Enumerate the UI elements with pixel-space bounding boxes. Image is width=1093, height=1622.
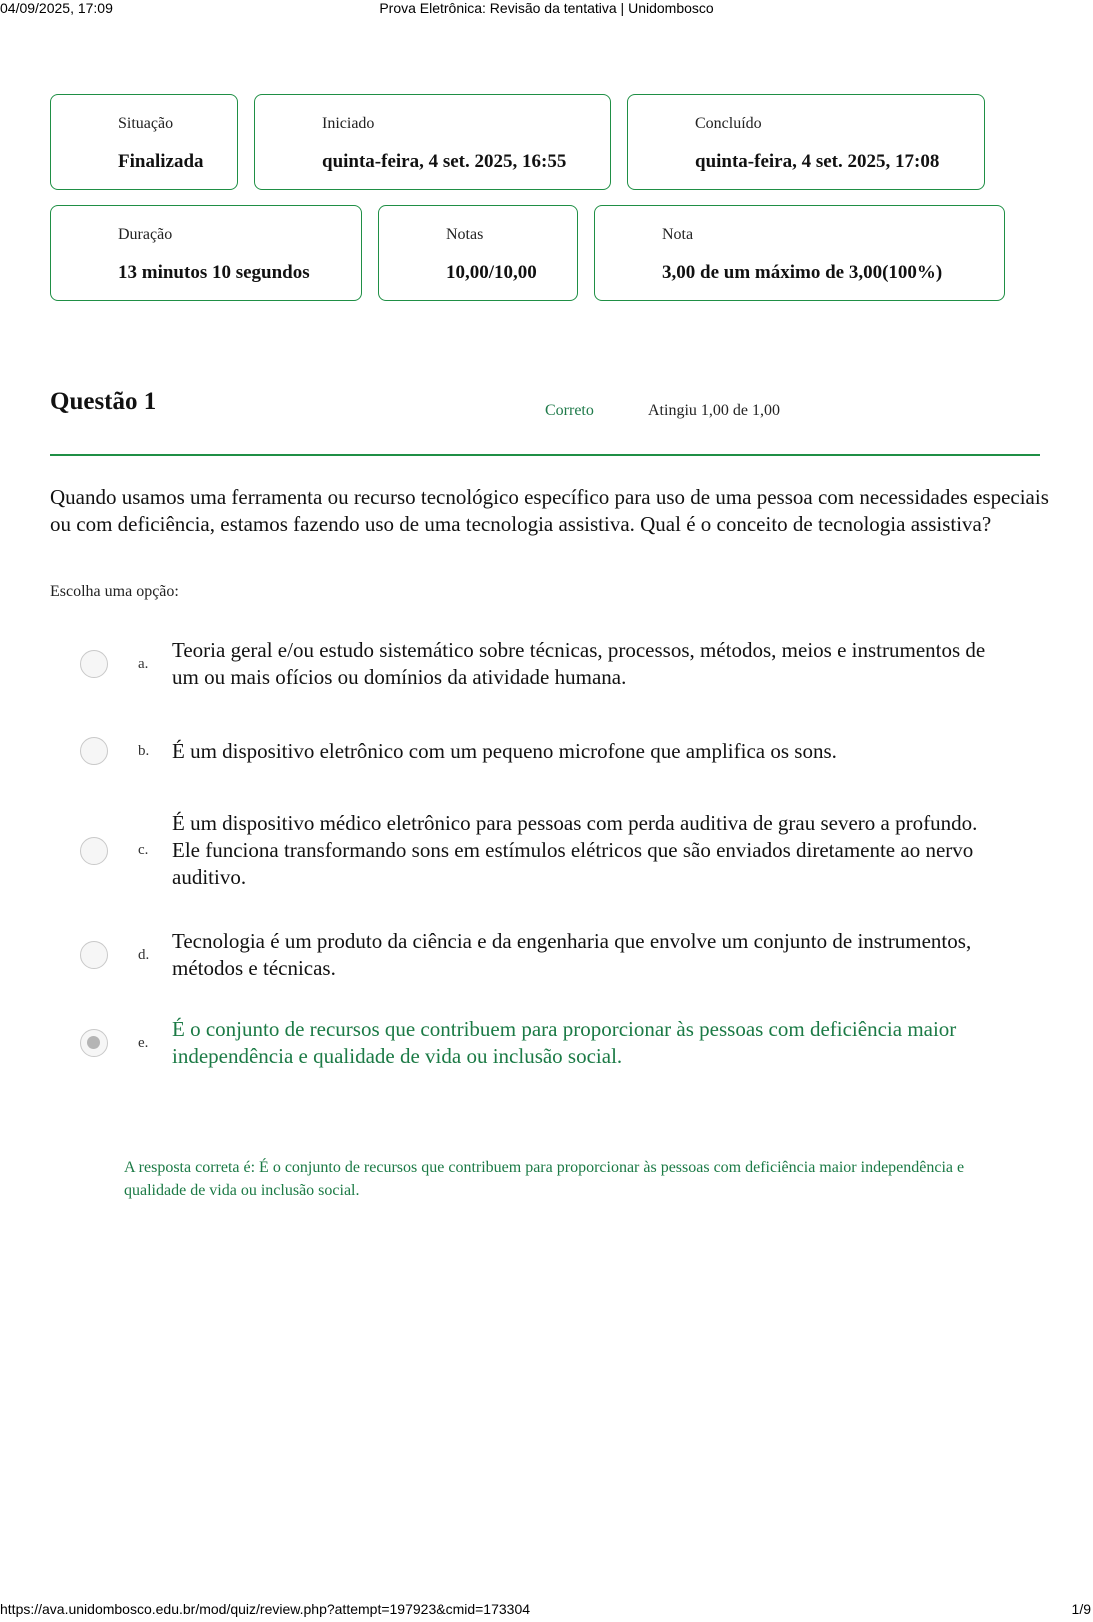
option-text: É o conjunto de recursos que contribuem para proporcionar às pessoas com deficiência maior independência e qualidade de vida ou inclusão social. [172, 1017, 957, 1068]
summary-label: Notas [446, 226, 484, 243]
summary-label: Nota [662, 226, 694, 243]
summary-card-nota [594, 205, 1005, 301]
option-letter: b. [138, 742, 150, 759]
summary-value: 13 minutos 10 segundos [118, 262, 310, 283]
summary-card-duracao [50, 205, 362, 301]
option-letter: c. [138, 842, 149, 858]
summary-label: Duração [118, 226, 173, 243]
radio-button[interactable] [80, 650, 108, 678]
print-header [0, 0, 1093, 18]
print-page-title: Prova Eletrônica: Revisão da tentativa | Unidombosco [379, 0, 714, 16]
question-grade: Atingiu 1,00 de 1,00 [648, 402, 780, 419]
print-datetime: 04/09/2025, 17:09 [0, 0, 113, 16]
radio-button[interactable] [80, 737, 108, 765]
summary-label: Concluído [695, 115, 762, 132]
radio-button[interactable] [80, 941, 108, 969]
print-page-number: 1/9 [1071, 1601, 1091, 1617]
question-title: Questão 1 [50, 388, 157, 415]
print-footer [0, 1601, 1093, 1619]
question-text: Quando usamos uma ferramenta ou recurso tecnológico específico para uso de uma pessoa com necessidades especiais ou com deficiência, estamos fazendo uso de uma tecnologia assistiva. Qual é o conceito de tecnologia assistiva? [50, 485, 1049, 536]
option-text: Teoria geral e/ou estudo sistemático sobre técnicas, processos, métodos, meios e instrumentos de um ou mais ofícios ou domínios da atividade humana. [172, 638, 986, 689]
summary-card-situacao [50, 94, 238, 190]
answer-option-a[interactable] [80, 637, 1010, 691]
option-letter: d. [138, 946, 150, 963]
answer-option-b[interactable] [80, 737, 1010, 765]
attempt-summary-row-2 [50, 205, 1021, 301]
option-text: É um dispositivo médico eletrônico para pessoas com perda auditiva de grau severo a profundo. Ele funciona transformando sons em estímulos elétricos que são enviados diretamente ao nervo auditivo. [172, 811, 978, 889]
answer-option-e[interactable] [80, 1016, 1010, 1070]
answer-option-d[interactable] [80, 928, 1010, 982]
question-header [50, 388, 1040, 456]
summary-value: Finalizada [118, 151, 204, 172]
attempt-summary-row-1 [50, 94, 1001, 190]
summary-card-concluido [627, 94, 985, 190]
summary-value: 10,00/10,00 [446, 262, 537, 283]
option-text: É um dispositivo eletrônico com um pequeno microfone que amplifica os sons. [172, 738, 837, 763]
summary-value: 3,00 de um máximo de 3,00(100%) [662, 262, 943, 283]
correct-answer-feedback: A resposta correta é: É o conjunto de recursos que contribuem para proporcionar às pessoas com deficiência maior independência e qualidade de vida ou inclusão social. [124, 1159, 965, 1199]
answer-option-c[interactable] [80, 810, 1010, 891]
option-text: Tecnologia é um produto da ciência e da engenharia que envolve um conjunto de instrumentos, métodos e técnicas. [172, 929, 972, 980]
summary-label: Situação [118, 115, 174, 132]
summary-value: quinta-feira, 4 set. 2025, 16:55 [322, 151, 567, 172]
option-letter: a. [138, 655, 149, 672]
question-state-badge: Correto [545, 402, 594, 419]
summary-label: Iniciado [322, 115, 375, 132]
summary-card-iniciado [254, 94, 611, 190]
radio-button-selected[interactable] [80, 1029, 108, 1057]
question-prompt: Escolha uma opção: [50, 583, 179, 600]
option-letter: e. [138, 1034, 149, 1051]
radio-button[interactable] [80, 837, 108, 865]
print-url: https://ava.unidombosco.edu.br/mod/quiz/review.php?attempt=197923&cmid=173304 [0, 1601, 531, 1617]
summary-value: quinta-feira, 4 set. 2025, 17:08 [695, 151, 940, 172]
summary-card-notas [378, 205, 578, 301]
